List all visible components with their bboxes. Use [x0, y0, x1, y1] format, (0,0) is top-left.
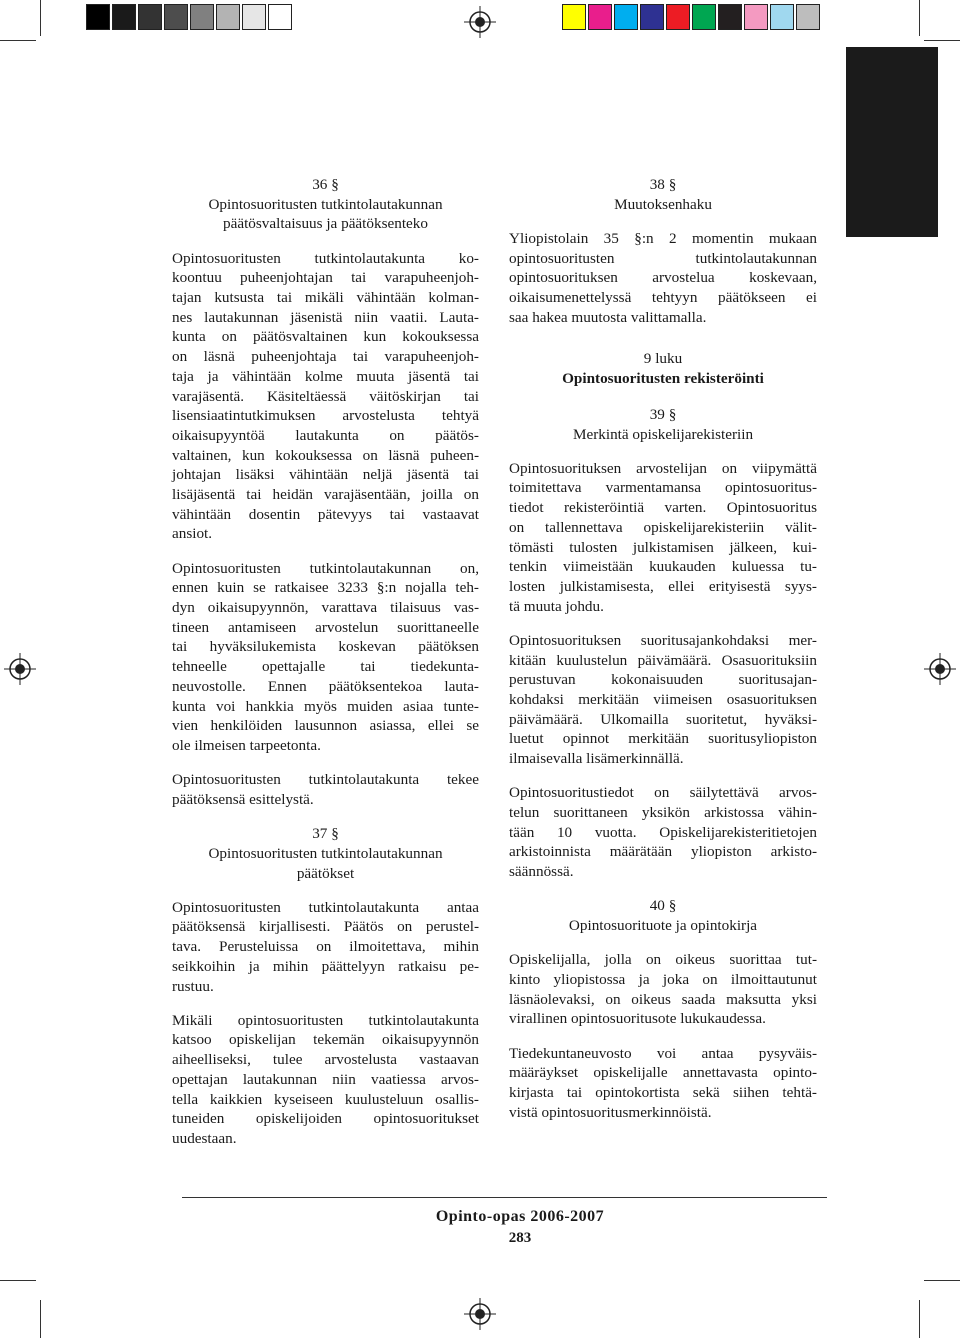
section-36-heading — [172, 175, 479, 234]
text-line: aiheelliseksi, tulee arvostelusta vastaavan — [172, 1051, 479, 1069]
text-line: Opintosuorituksen suoritusajankohdaksi mer- — [509, 631, 817, 649]
section-title: päätösvaltaisuus ja päätöksenteko — [223, 215, 428, 233]
text-line: Tiedekuntaneuvosto voi antaa pysyväis- — [509, 1044, 817, 1062]
footer-title: Opinto-opas 2006-2007 — [435, 1208, 605, 1225]
section-38-heading — [509, 175, 817, 214]
text-line: luetut opinnot merkitään suoritusyliopiston — [509, 730, 817, 748]
text-line: kitään kuulustelun päivämäärä. Osasuorituksiin — [509, 651, 817, 669]
text-line: rustuu. — [172, 977, 214, 995]
chapter-title: Opintosuoritusten rekisteröinti — [562, 370, 764, 388]
color-swatch — [164, 4, 188, 30]
text-line: tajan kutsusta tai mikäli vähintään kolman- — [172, 289, 479, 307]
text-line: kinto yliopistossa ja joka on ilmoittautunut — [509, 970, 817, 988]
text-line: taja ja vähintään kolme muuta jäsentä tai — [172, 367, 479, 385]
text-line: kunta voi hankkia myös muiden asiaa tunte- — [172, 697, 479, 715]
text-line: losten julkistamisesta, ellei erityisestä syys- — [509, 577, 817, 595]
text-line: toimitettava varmentamansa opintosuoritus- — [509, 479, 817, 497]
paragraph — [509, 1044, 817, 1123]
text-line: ansiot. — [172, 525, 213, 543]
color-swatch — [588, 4, 612, 30]
text-line: määräykset opiskelijalle annettavasta opinto- — [509, 1064, 817, 1082]
section-title: Opintosuorituote ja opintokirja — [568, 917, 758, 934]
chapter-9-heading — [509, 349, 817, 388]
text-line: Opintosuoritusten tutkintolautakunta ko- — [172, 249, 479, 267]
paragraph — [172, 1011, 479, 1149]
text-line: opintosuorituksen arvostelua koskevaan, — [509, 269, 817, 287]
text-line: ilmaisevalla lisämerkinnällä. — [509, 750, 684, 768]
section-title: Opintosuoritusten tutkintolautakunnan — [208, 844, 443, 862]
paragraph — [172, 249, 479, 545]
paragraph — [172, 559, 479, 756]
text-line: tömästi tulosten julkistamisen jälkeen, kui- — [509, 538, 817, 556]
page-number: 283 — [508, 1230, 532, 1246]
text-line: vähintään dosentin pätevyys tai vastaavat — [172, 505, 479, 523]
text-line: tella kaikkien kyseiseen kuulusteluun osallis- — [172, 1090, 479, 1108]
color-swatch — [112, 4, 136, 30]
crop-mark — [919, 1300, 920, 1338]
text-line: perustuvan kokonaisuuden suoritusajan- — [509, 671, 817, 689]
text-line: tai hyväksilukemista koskevan päätöksen — [172, 638, 479, 656]
crop-mark — [924, 1280, 960, 1281]
color-bar — [562, 4, 820, 30]
color-swatch — [744, 4, 768, 30]
text-line: nes lautakunnan jäsenistä niin vaatii. Lauta- — [172, 308, 479, 326]
color-swatch — [692, 4, 716, 30]
text-line: koontuu puheenjohtajan tai varapuheenjoh- — [172, 269, 479, 287]
text-line: vien henkilöiden lausunnon asiassa, ellei se — [172, 717, 479, 735]
paragraph — [509, 631, 817, 769]
text-line: oikaisumenettelyssä tehtyyn päätökseen ei — [509, 289, 817, 307]
text-line: Opiskelijalla, jolla on oikeus suorittaa tut- — [509, 951, 817, 969]
text-line: dyn oikaisupyynnön, varattava tilaisuus vas- — [172, 599, 479, 617]
color-swatch — [242, 4, 266, 30]
color-swatch — [640, 4, 664, 30]
text-line: ole ilmeisen tarpeetonta. — [172, 736, 321, 754]
text-line: Opintosuoritusten tutkintolautakunta antaa — [172, 898, 479, 916]
paragraph — [509, 783, 817, 882]
left-column — [172, 175, 479, 1163]
text-line: päätöksensä esittelystä. — [172, 790, 314, 808]
text-line: seikkoihin ja mihin päättelyyn ratkaisu pe- — [172, 957, 479, 975]
registration-mark-right — [924, 653, 956, 685]
text-line: säännössä. — [509, 863, 574, 881]
text-line: valtainen, kun kokouksessa on läsnä puheen- — [172, 446, 479, 464]
text-line: läsnäolevaksi, on oikeus saada maksutta yksi — [509, 990, 817, 1008]
section-37-heading — [172, 824, 479, 883]
paragraph — [509, 950, 817, 1029]
section-title: Opintosuoritusten tutkintolautakunnan — [208, 195, 443, 213]
crop-mark — [919, 0, 920, 36]
text-line: lisäjäsentä tai heidän varajäsentään, joilla on — [172, 486, 479, 504]
color-swatch — [614, 4, 638, 30]
text-line: kunta on päätösvaltainen kun kokouksessa — [172, 328, 479, 346]
color-swatch — [666, 4, 690, 30]
color-swatch — [796, 4, 820, 30]
text-line: vistä opintosuoritusmerkinnöistä. — [509, 1103, 712, 1121]
color-swatch — [190, 4, 214, 30]
section-number: 39 § — [649, 405, 677, 423]
color-swatch — [268, 4, 292, 30]
text-line: tenkin viimeistään kuukauden kuluessa tu- — [509, 558, 817, 576]
text-line: Opintosuorituksen arvostelijan on viipymättä — [509, 459, 817, 477]
crop-mark — [924, 40, 960, 41]
footer-rule — [182, 1197, 827, 1198]
text-line: neuvostolle. Ennen päätöksentekoa lauta- — [172, 677, 479, 695]
text-line: lisensiaatintutkimuksen arvostelusta tehtyä — [172, 407, 479, 425]
text-line: uudestaan. — [172, 1129, 237, 1147]
text-line: on tallennettava opiskelijarekisteriin välit- — [509, 518, 817, 536]
text-line: päätöksensä kirjallisesti. Päätös on perustel- — [172, 918, 479, 936]
section-title: Merkintä opiskelijarekisteriin — [572, 425, 754, 443]
text-line: Yliopistolain 35 §:n 2 momentin mukaan — [509, 229, 817, 247]
color-swatch — [562, 4, 586, 30]
text-line: ennen kuin se ratkaisee 3233 §:n nojalla teh- — [172, 579, 479, 597]
section-number: 36 § — [312, 176, 339, 193]
text-line: tava. Perusteluissa on ilmoitettava, mihin — [172, 938, 479, 956]
section-number: 37 § — [312, 825, 339, 843]
color-swatch — [86, 4, 110, 30]
text-line: johtajan lisäksi vähintään neljä jäsentä tai — [172, 466, 479, 484]
registration-mark-left — [4, 653, 36, 685]
text-line: Opintosuoritusten tutkintolautakunta tekee — [172, 771, 479, 789]
text-line: arkistoinnista määrätään yliopiston arkisto- — [509, 843, 817, 861]
text-line: kohdaksi merkitään viimeisen osasuorituksen — [509, 690, 817, 708]
text-line: Mikäli opintosuoritusten tutkintolautakunta — [172, 1011, 479, 1029]
text-line: opettajan lautakunnan niin vaatiessa arvos- — [172, 1070, 479, 1088]
text-line: telun suorittaneen yksikön arkistossa vähin- — [509, 803, 817, 821]
paragraph — [509, 459, 817, 617]
section-40-heading — [509, 896, 817, 935]
paragraph — [509, 229, 817, 328]
text-line: tehneelle opettajalle tai tiedekunta- — [172, 658, 479, 676]
crop-mark — [0, 40, 36, 41]
text-line: päivämäärä. Ulkomailla suoritetut, hyväksi- — [509, 710, 817, 728]
text-line: tineen antamiseen arvostelun suorittaneelle — [172, 618, 479, 636]
text-line: virallinen opintosuoritusote lukukaudessa. — [509, 1010, 766, 1028]
text-line: tä muuta johdu. — [509, 597, 604, 615]
crop-mark — [0, 1280, 36, 1281]
color-swatch — [138, 4, 162, 30]
color-swatch — [718, 4, 742, 30]
color-swatch — [770, 4, 794, 30]
text-line: opintosuoritusten tutkintolautakunnan — [509, 249, 817, 267]
thumb-index-tab — [846, 47, 938, 237]
text-line: tiedot rekisteröintiä varten. Opintosuoritus — [509, 499, 817, 517]
chapter-number: 9 luku — [643, 350, 683, 368]
text-line: katsoo opiskelijan tekemän oikaisupyynnön — [172, 1031, 479, 1049]
section-title: Muutoksenhaku — [614, 195, 712, 213]
text-line: Opintosuoritustiedot on säilytettävä arvos- — [509, 784, 817, 802]
text-line: Opintosuoritusten tutkintolautakunnan on, — [172, 559, 479, 577]
registration-mark-bottom — [464, 1298, 496, 1330]
section-number: 40 § — [649, 897, 677, 915]
section-39-heading — [509, 405, 817, 444]
text-line: tään 10 vuotta. Opiskelijarekisteritietojen — [509, 823, 817, 841]
crop-mark — [40, 1300, 41, 1338]
text-line: saa hakea muutosta valittamalla. — [509, 308, 707, 326]
right-column — [509, 175, 817, 1137]
text-line: varajäsentä. Käsiteltäessä väitöskirjan tai — [172, 387, 479, 405]
text-line: oikaisupyyntöä lautakunta on päätös- — [172, 426, 479, 444]
section-title: päätökset — [296, 864, 355, 882]
registration-mark-top — [464, 6, 496, 38]
color-swatch — [216, 4, 240, 30]
text-line: on läsnä puheenjohtaja tai varapuheenjoh- — [172, 348, 479, 366]
text-line: kirjasta tai opintokortista sekä siihen tehtä- — [509, 1083, 817, 1101]
grey-color-bar — [86, 4, 292, 30]
crop-mark — [40, 0, 41, 36]
section-number: 38 § — [649, 176, 677, 193]
text-line: tuneiden opiskelijoiden opintosuoritukset — [172, 1110, 479, 1128]
paragraph — [172, 770, 479, 809]
paragraph — [172, 898, 479, 997]
